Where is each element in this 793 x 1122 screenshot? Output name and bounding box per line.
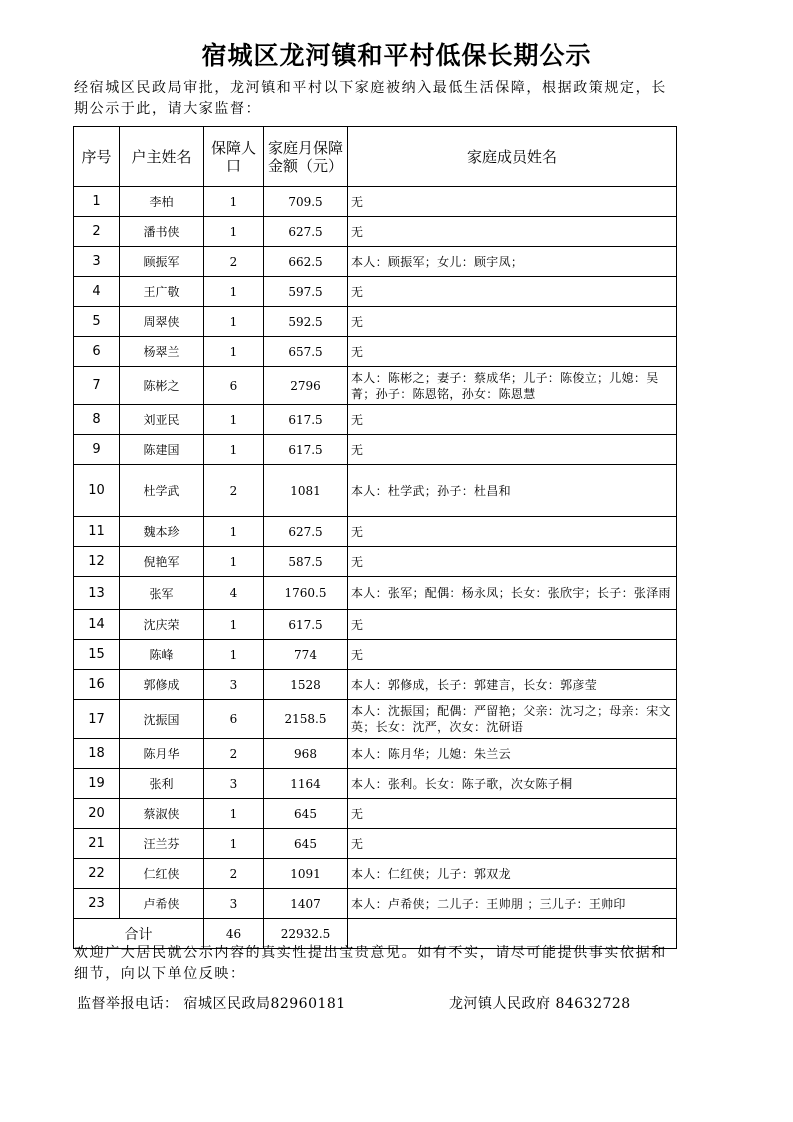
row-family-members: 本人：卢希侠；二儿子：王帅朋 ；三儿子：王帅印 <box>348 889 677 919</box>
table-row <box>74 829 677 859</box>
row-household-head: 陈月华 <box>120 739 204 769</box>
row-household-head: 汪兰芬 <box>120 829 204 859</box>
row-index: 1 <box>74 187 120 217</box>
row-person-count: 1 <box>204 829 264 859</box>
row-person-count: 1 <box>204 307 264 337</box>
row-household-head: 沈庆荣 <box>120 610 204 640</box>
row-person-count: 4 <box>204 577 264 610</box>
row-monthly-amount: 627.5 <box>264 517 348 547</box>
row-index: 15 <box>74 640 120 670</box>
row-index: 21 <box>74 829 120 859</box>
row-household-head: 杜学武 <box>120 465 204 517</box>
row-monthly-amount: 592.5 <box>264 307 348 337</box>
row-person-count: 1 <box>204 799 264 829</box>
table-row <box>74 577 677 610</box>
row-family-members: 无 <box>348 610 677 640</box>
row-person-count: 1 <box>204 435 264 465</box>
row-family-members: 无 <box>348 829 677 859</box>
table-row <box>74 337 677 367</box>
table-row <box>74 547 677 577</box>
table-row <box>74 739 677 769</box>
row-family-members: 无 <box>348 547 677 577</box>
table-row <box>74 217 677 247</box>
row-index: 19 <box>74 769 120 799</box>
row-household-head: 郭修成 <box>120 670 204 700</box>
row-person-count: 2 <box>204 859 264 889</box>
row-index: 17 <box>74 700 120 739</box>
row-family-members: 无 <box>348 640 677 670</box>
table-row <box>74 610 677 640</box>
row-person-count: 2 <box>204 247 264 277</box>
row-household-head: 顾振军 <box>120 247 204 277</box>
row-person-count: 1 <box>204 277 264 307</box>
row-index: 2 <box>74 217 120 247</box>
contact-town-government: 龙河镇人民政府 84632728 <box>449 996 631 1012</box>
row-household-head: 陈彬之 <box>120 367 204 405</box>
row-index: 14 <box>74 610 120 640</box>
row-family-members: 无 <box>348 517 677 547</box>
row-monthly-amount: 1407 <box>264 889 348 919</box>
row-family-members: 本人：顾振军；女儿：顾宇凤； <box>348 247 677 277</box>
row-monthly-amount: 587.5 <box>264 547 348 577</box>
row-household-head: 周翠侠 <box>120 307 204 337</box>
header-count: 保障人口 <box>204 127 264 187</box>
row-index: 16 <box>74 670 120 700</box>
row-index: 23 <box>74 889 120 919</box>
row-person-count: 3 <box>204 670 264 700</box>
total-label: 合计 <box>74 919 204 949</box>
row-family-members: 本人：郭修成，长子：郭建言，长女：郭彦莹 <box>348 670 677 700</box>
row-family-members: 无 <box>348 187 677 217</box>
row-person-count: 2 <box>204 465 264 517</box>
row-person-count: 6 <box>204 367 264 405</box>
table-row <box>74 435 677 465</box>
row-monthly-amount: 617.5 <box>264 435 348 465</box>
row-household-head: 仁红侠 <box>120 859 204 889</box>
total-person-count: 46 <box>204 919 264 949</box>
row-monthly-amount: 1091 <box>264 859 348 889</box>
row-family-members: 无 <box>348 435 677 465</box>
row-household-head: 倪艳军 <box>120 547 204 577</box>
row-household-head: 陈建国 <box>120 435 204 465</box>
table-row <box>74 670 677 700</box>
row-person-count: 1 <box>204 610 264 640</box>
row-person-count: 1 <box>204 517 264 547</box>
row-family-members: 本人：张利。长女：陈子歌，次女陈子桐 <box>348 769 677 799</box>
row-monthly-amount: 1164 <box>264 769 348 799</box>
total-monthly-amount: 22932.5 <box>264 919 348 949</box>
table-row <box>74 405 677 435</box>
row-household-head: 张军 <box>120 577 204 610</box>
contact-civil-affairs: 监督举报电话： 宿城区民政局82960181 <box>77 996 346 1012</box>
row-household-head: 蔡淑侠 <box>120 799 204 829</box>
row-household-head: 卢希侠 <box>120 889 204 919</box>
row-monthly-amount: 1081 <box>264 465 348 517</box>
row-person-count: 1 <box>204 217 264 247</box>
row-household-head: 陈峰 <box>120 640 204 670</box>
row-household-head: 杨翠兰 <box>120 337 204 367</box>
table-row <box>74 889 677 919</box>
row-household-head: 张利 <box>120 769 204 799</box>
row-index: 3 <box>74 247 120 277</box>
table-body <box>74 187 677 949</box>
row-monthly-amount: 617.5 <box>264 405 348 435</box>
table-header-row <box>74 127 677 187</box>
row-monthly-amount: 2158.5 <box>264 700 348 739</box>
row-household-head: 魏本珍 <box>120 517 204 547</box>
page-title: 宿城区龙河镇和平村低保长期公示 <box>201 41 592 70</box>
row-monthly-amount: 2796 <box>264 367 348 405</box>
row-index: 12 <box>74 547 120 577</box>
row-household-head: 潘书侠 <box>120 217 204 247</box>
row-person-count: 1 <box>204 547 264 577</box>
header-name: 户主姓名 <box>120 127 204 187</box>
table-row <box>74 640 677 670</box>
row-family-members: 无 <box>348 405 677 435</box>
row-household-head: 沈振国 <box>120 700 204 739</box>
header-members: 家庭成员姓名 <box>348 127 677 187</box>
row-monthly-amount: 662.5 <box>264 247 348 277</box>
row-monthly-amount: 774 <box>264 640 348 670</box>
row-index: 10 <box>74 465 120 517</box>
table-row <box>74 277 677 307</box>
row-index: 11 <box>74 517 120 547</box>
row-index: 5 <box>74 307 120 337</box>
row-monthly-amount: 645 <box>264 829 348 859</box>
table-row <box>74 799 677 829</box>
table-row <box>74 187 677 217</box>
row-family-members: 本人：仁红侠；儿子：郭双龙 <box>348 859 677 889</box>
table-row <box>74 247 677 277</box>
row-family-members: 本人：张军；配偶：杨永凤；长女：张欣宇；长子：张泽雨 <box>348 577 677 610</box>
row-monthly-amount: 1528 <box>264 670 348 700</box>
row-person-count: 6 <box>204 700 264 739</box>
table-row <box>74 700 677 739</box>
row-monthly-amount: 627.5 <box>264 217 348 247</box>
row-person-count: 1 <box>204 337 264 367</box>
row-index: 6 <box>74 337 120 367</box>
table-row <box>74 307 677 337</box>
row-family-members: 无 <box>348 337 677 367</box>
row-monthly-amount: 709.5 <box>264 187 348 217</box>
row-family-members: 无 <box>348 277 677 307</box>
row-family-members: 无 <box>348 217 677 247</box>
row-household-head: 王广敬 <box>120 277 204 307</box>
row-monthly-amount: 1760.5 <box>264 577 348 610</box>
table-row <box>74 367 677 405</box>
row-index: 7 <box>74 367 120 405</box>
row-index: 18 <box>74 739 120 769</box>
row-family-members: 本人：陈月华；儿媳：朱兰云 <box>348 739 677 769</box>
header-amount: 家庭月保障金额（元） <box>264 127 348 187</box>
row-person-count: 2 <box>204 739 264 769</box>
row-monthly-amount: 968 <box>264 739 348 769</box>
row-family-members: 无 <box>348 799 677 829</box>
row-household-head: 李柏 <box>120 187 204 217</box>
row-family-members: 本人：杜学武；孙子：杜昌和 <box>348 465 677 517</box>
row-index: 13 <box>74 577 120 610</box>
row-index: 22 <box>74 859 120 889</box>
row-family-members: 本人：陈彬之；妻子：蔡成华；儿子：陈俊立；儿媳：吴菁；孙子：陈恩铭，孙女：陈恩慧 <box>348 367 677 405</box>
row-family-members: 无 <box>348 307 677 337</box>
row-person-count: 3 <box>204 769 264 799</box>
row-index: 20 <box>74 799 120 829</box>
row-person-count: 1 <box>204 405 264 435</box>
intro-paragraph: 经宿城区民政局审批，龙河镇和平村以下家庭被纳入最低生活保障，根据政策规定，长期公示于此，请大家监督： <box>74 80 667 117</box>
row-person-count: 1 <box>204 187 264 217</box>
row-monthly-amount: 617.5 <box>264 610 348 640</box>
row-monthly-amount: 645 <box>264 799 348 829</box>
footer-paragraph: 欢迎广大居民就公示内容的真实性提出宝贵意见。如有不实，请尽可能提供事实依据和细节，向以下单位反映： <box>74 945 667 982</box>
table-row <box>74 465 677 517</box>
table-row <box>74 769 677 799</box>
row-person-count: 1 <box>204 640 264 670</box>
row-monthly-amount: 657.5 <box>264 337 348 367</box>
row-person-count: 3 <box>204 889 264 919</box>
header-index: 序号 <box>74 127 120 187</box>
row-index: 9 <box>74 435 120 465</box>
row-family-members: 本人：沈振国；配偶：严留艳；父亲：沈习之；母亲：宋文英；长女：沈严，次女：沈研语 <box>348 700 677 739</box>
table-row <box>74 517 677 547</box>
row-index: 4 <box>74 277 120 307</box>
row-index: 8 <box>74 405 120 435</box>
row-monthly-amount: 597.5 <box>264 277 348 307</box>
table-row <box>74 859 677 889</box>
row-household-head: 刘亚民 <box>120 405 204 435</box>
welfare-table <box>73 126 677 949</box>
